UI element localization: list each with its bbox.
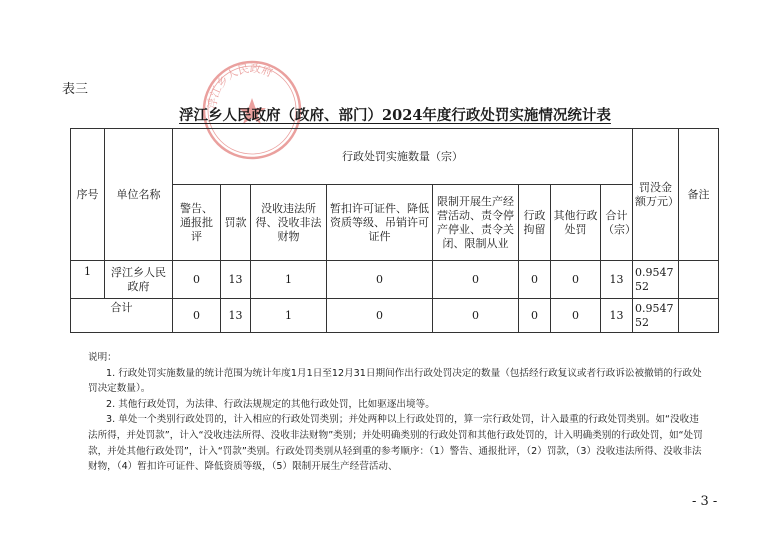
sum-suspend: 0 (327, 299, 433, 333)
sum-total: 13 (601, 299, 633, 333)
total-row (71, 299, 719, 333)
row-warning: 0 (173, 261, 221, 299)
sum-label: 合计 (71, 299, 173, 333)
notes-section (88, 350, 708, 475)
header-detention: 行政拘留 (519, 185, 551, 261)
sum-other: 0 (551, 299, 601, 333)
header-row (71, 129, 719, 185)
row-fine: 13 (221, 261, 251, 299)
header-confiscate: 没收违法所得、没收非法财物 (251, 185, 327, 261)
notes-heading: 说明： (88, 352, 117, 363)
row-remark (679, 261, 719, 299)
sum-amount: 0.954752 (633, 299, 679, 333)
header-unit: 单位名称 (105, 129, 173, 261)
header-other: 其他行政处罚 (551, 185, 601, 261)
sum-restrict: 0 (433, 299, 519, 333)
header-restrict: 限制开展生产经营活动、责令停产停业、责令关闭、限制从业 (433, 185, 519, 261)
table-row (71, 261, 719, 299)
header-total: 合计（宗） (601, 185, 633, 261)
page-label: 表三 (62, 82, 89, 97)
statistics-table (70, 128, 719, 333)
header-index: 序号 (71, 129, 105, 261)
row-total: 13 (601, 261, 633, 299)
row-suspend: 0 (327, 261, 433, 299)
header-warning: 警告、通报批评 (173, 185, 221, 261)
seal-text: 浮江乡人民政府 (205, 61, 275, 110)
page-title: 浮江乡人民政府（政府、部门）2024年度行政处罚实施情况统计表 (179, 107, 611, 124)
header-suspend: 暂扣许可证件、降低资质等级、吊销许可证件 (327, 185, 433, 261)
page-number: - 3 - (692, 494, 718, 509)
row-index: 1 (71, 261, 105, 299)
note-3: 3. 单处一个类别行政处罚的，计入相应的行政处罚类别；并处两种以上行政处罚的，算一宗行政处罚，计入最重的行政处罚类别。如“没收违法所得，并处罚款”，计入“没收违法所得、没收非法财物”类别；并处明确类别的行政处罚和其他行政处罚的，计入明确类别的行政处罚，如“处罚款，并处其他行政处罚”，计入“罚款”类别。行政处罚类别从轻到重的参考顺序：（1）警告、通报批评，（2）罚款，（3）没收违法所得、没收非法财物，（4）暂扣许可证件、降低资质等级，（5）限制开展生产经营活动、 (88, 414, 703, 473)
sum-confiscate: 1 (251, 299, 327, 333)
header-penalty-count: 行政处罚实施数量（宗） (173, 129, 633, 185)
header-fine: 罚款 (221, 185, 251, 261)
row-unit: 浮江乡人民政府 (105, 261, 173, 299)
row-restrict: 0 (433, 261, 519, 299)
sum-warning: 0 (173, 299, 221, 333)
header-confiscation-amount: 罚没金额万元） (633, 129, 679, 261)
note-2: 2. 其他行政处罚，为法律、行政法规规定的其他行政处罚，比如驱逐出境等。 (106, 398, 435, 410)
row-detention: 0 (519, 261, 551, 299)
sum-fine: 13 (221, 299, 251, 333)
row-confiscate: 1 (251, 261, 327, 299)
header-remark: 备注 (679, 129, 719, 261)
row-amount: 0.954752 (633, 261, 679, 299)
sum-remark (679, 299, 719, 333)
note-1: 1. 行政处罚实施数量的统计范围为统计年度1月1日至12月31日期间作出行政处罚决定的数量（包括经行政复议或者行政诉讼被撤销的行政处罚决定数量）。 (88, 367, 702, 395)
sum-detention: 0 (519, 299, 551, 333)
row-other: 0 (551, 261, 601, 299)
